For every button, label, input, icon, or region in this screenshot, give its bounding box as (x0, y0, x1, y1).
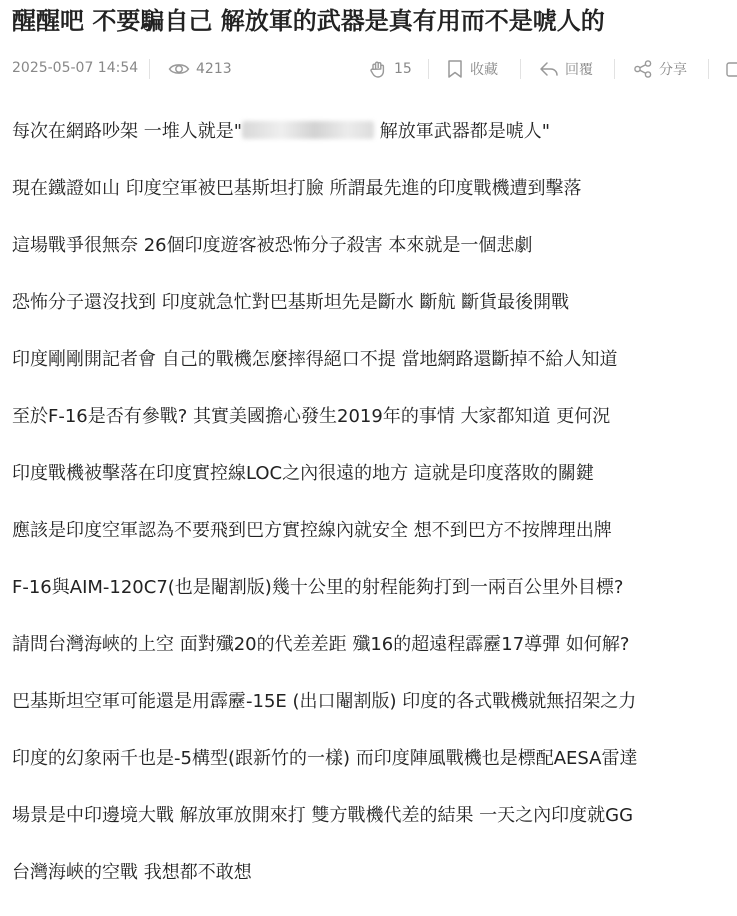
paragraph: 恐怖分子還沒找到 印度就急忙對巴基斯坦先是斷水 斷航 斷貨最後開戰 (12, 292, 570, 313)
view-count (168, 57, 232, 81)
blurred-text (242, 121, 374, 139)
bookmark-icon (446, 59, 464, 79)
paragraph-text: 每次在網路吵架 一堆人就是" (12, 121, 242, 142)
meta-divider (149, 59, 150, 79)
more-button[interactable] (725, 57, 737, 81)
clap-hand-icon (368, 59, 388, 79)
share-icon (633, 59, 653, 79)
meta-divider (708, 59, 709, 79)
paragraph: 台灣海峽的空戰 我想都不敢想 (12, 862, 252, 883)
article-title: 醒醒吧 不要騙自己 解放軍的武器是真有用而不是唬人的 (12, 7, 605, 35)
reply-button[interactable] (539, 57, 593, 81)
paragraph: 這場戰爭很無奈 26個印度遊客被恐怖分子殺害 本來就是一個悲劇 (12, 235, 533, 256)
article-meta-bar (0, 52, 737, 86)
article-body (12, 118, 737, 916)
paragraph: 請問台灣海峽的上空 面對殲20的代差差距 殲16的超遠程霹靂17導彈 如何解? (12, 634, 630, 655)
paragraph: F-16與AIM-120C7(也是閹割版)幾十公里的射程能夠打到一兩百公里外目標? (12, 577, 624, 598)
post-date: 2025-05-07 14:54 (12, 60, 139, 76)
eye-icon (168, 61, 190, 77)
paragraph: 巴基斯坦空軍可能還是用霹靂-15E (出口閹割版) 印度的各式戰機就無招架之力 (12, 691, 637, 712)
meta-divider (428, 59, 429, 79)
view-count-value: 4213 (196, 61, 232, 77)
paragraph: 印度的幻象兩千也是-5構型(跟新竹的一樣) 而印度陣風戰機也是標配AESA雷達 (12, 748, 638, 769)
paragraph: 印度戰機被擊落在印度實控線LOC之內很遠的地方 這就是印度落敗的關鍵 (12, 463, 594, 484)
share-button[interactable] (633, 57, 687, 81)
meta-divider (520, 59, 521, 79)
reply-label: 回覆 (565, 62, 593, 78)
reply-arrow-icon (539, 60, 559, 78)
bookmark-button[interactable] (446, 57, 498, 81)
bookmark-label: 收藏 (470, 62, 498, 78)
paragraph-text: 解放軍武器都是唬人" (374, 121, 551, 142)
meta-divider (614, 59, 615, 79)
share-label: 分享 (659, 62, 687, 78)
like-count: 15 (394, 61, 412, 77)
paragraph: 應該是印度空軍認為不要飛到巴方實控線內就安全 想不到巴方不按牌理出牌 (12, 520, 612, 541)
paragraph: 現在鐵證如山 印度空軍被巴基斯坦打臉 所謂最先進的印度戰機遭到擊落 (12, 178, 582, 199)
paragraph (12, 118, 737, 146)
like-button[interactable] (368, 57, 412, 81)
paragraph: 場景是中印邊境大戰 解放軍放開來打 雙方戰機代差的結果 一天之內印度就GG (12, 805, 634, 826)
paragraph: 印度剛剛開記者會 自己的戰機怎麼摔得絕口不提 當地網路還斷掉不給人知道 (12, 349, 618, 370)
paragraph: 至於F-16是否有參戰? 其實美國擔心發生2019年的事情 大家都知道 更何況 (12, 406, 611, 427)
more-icon (725, 59, 737, 79)
